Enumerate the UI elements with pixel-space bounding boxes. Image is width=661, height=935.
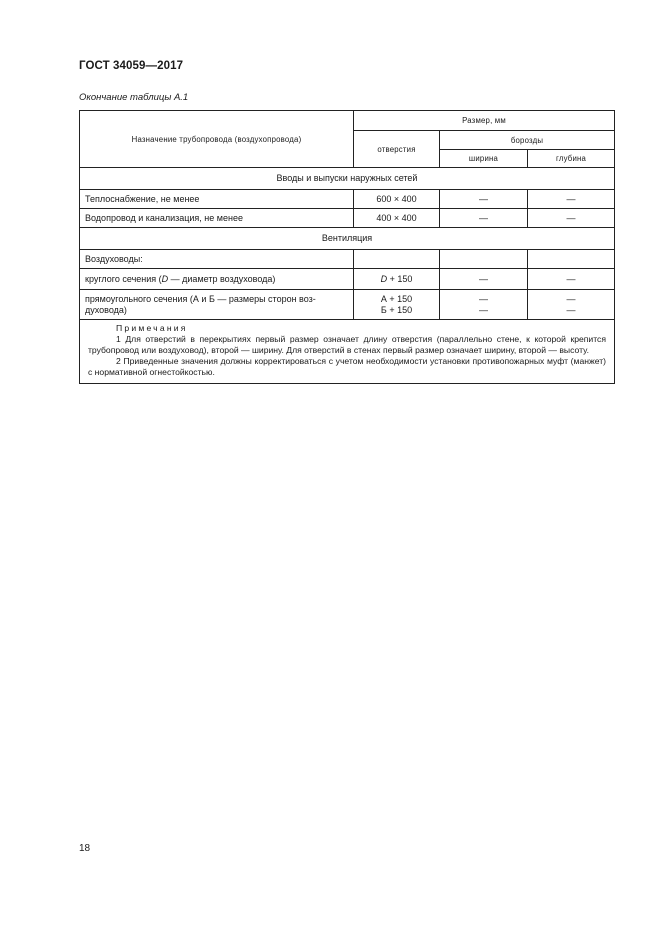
opening-b: Б + 150 [380, 304, 413, 315]
row-name: круглого сечения (D — диаметр воздуховода) [80, 269, 354, 290]
row-name: прямоугольного сечения (А и Б — размеры сторон воз-духовода) [80, 290, 354, 320]
notes-title: Примечания [116, 323, 188, 333]
table-caption: Окончание таблицы А.1 [79, 92, 189, 103]
row-depth [528, 250, 615, 269]
row-width: — [440, 209, 528, 228]
row-opening: D + 150 [354, 269, 440, 290]
section-row [80, 168, 615, 190]
row-width [440, 250, 528, 269]
note-2: 2 Приведенные значения должны корректироваться с учетом необходимости установки противопожарных муфт (манжет) с нормативной огнестойкостью. [88, 356, 607, 377]
header-purpose: Назначение трубопровода (воздухопровода) [80, 111, 354, 168]
section-title: Вентиляция [80, 228, 615, 250]
row-width [440, 290, 528, 320]
table-row [80, 290, 615, 320]
section-title: Вводы и выпуски наружных сетей [80, 168, 615, 190]
width-a: — [479, 293, 488, 304]
row-depth [528, 290, 615, 320]
section-row [80, 228, 615, 250]
depth-a: — [566, 293, 576, 304]
row-depth: — [528, 269, 615, 290]
table-row [80, 209, 615, 228]
row-name: Водопровод и канализация, не менее [80, 209, 354, 228]
row-opening [354, 250, 440, 269]
header-row-1 [80, 111, 615, 131]
width-b: — [479, 304, 488, 315]
row-name: Воздуховоды: [80, 250, 354, 269]
row-depth: — [528, 190, 615, 209]
notes-cell [80, 320, 615, 384]
notes-row [80, 320, 615, 384]
row-width: — [440, 190, 528, 209]
row-opening: 600 × 400 [354, 190, 440, 209]
row-width: — [440, 269, 528, 290]
header-opening: отверстия [354, 131, 440, 168]
header-depth: глубина [528, 150, 615, 168]
table-row [80, 250, 615, 269]
header-width: ширина [440, 150, 528, 168]
row-opening: 400 × 400 [354, 209, 440, 228]
header-size: Размер, мм [354, 111, 615, 131]
depth-b: — [566, 304, 576, 315]
size-table [79, 110, 615, 384]
header-groove: борозды [440, 131, 615, 150]
row-name: Теплоснабжение, не менее [80, 190, 354, 209]
row-opening [354, 290, 440, 320]
table-row [80, 269, 615, 290]
row-depth: — [528, 209, 615, 228]
document-code-header: ГОСТ 34059—2017 [79, 60, 184, 72]
note-1: 1 Для отверстий в перекрытиях первый размер означает длину отверстия (параллельно стене, к которой крепится трубопровод или воздуховод), второй — ширину. Для отверстий в стенах первый размер означает ширину, второй — высоту. [88, 334, 607, 355]
opening-a: А + 150 [380, 293, 413, 304]
table-row [80, 190, 615, 209]
page-number: 18 [79, 843, 91, 854]
